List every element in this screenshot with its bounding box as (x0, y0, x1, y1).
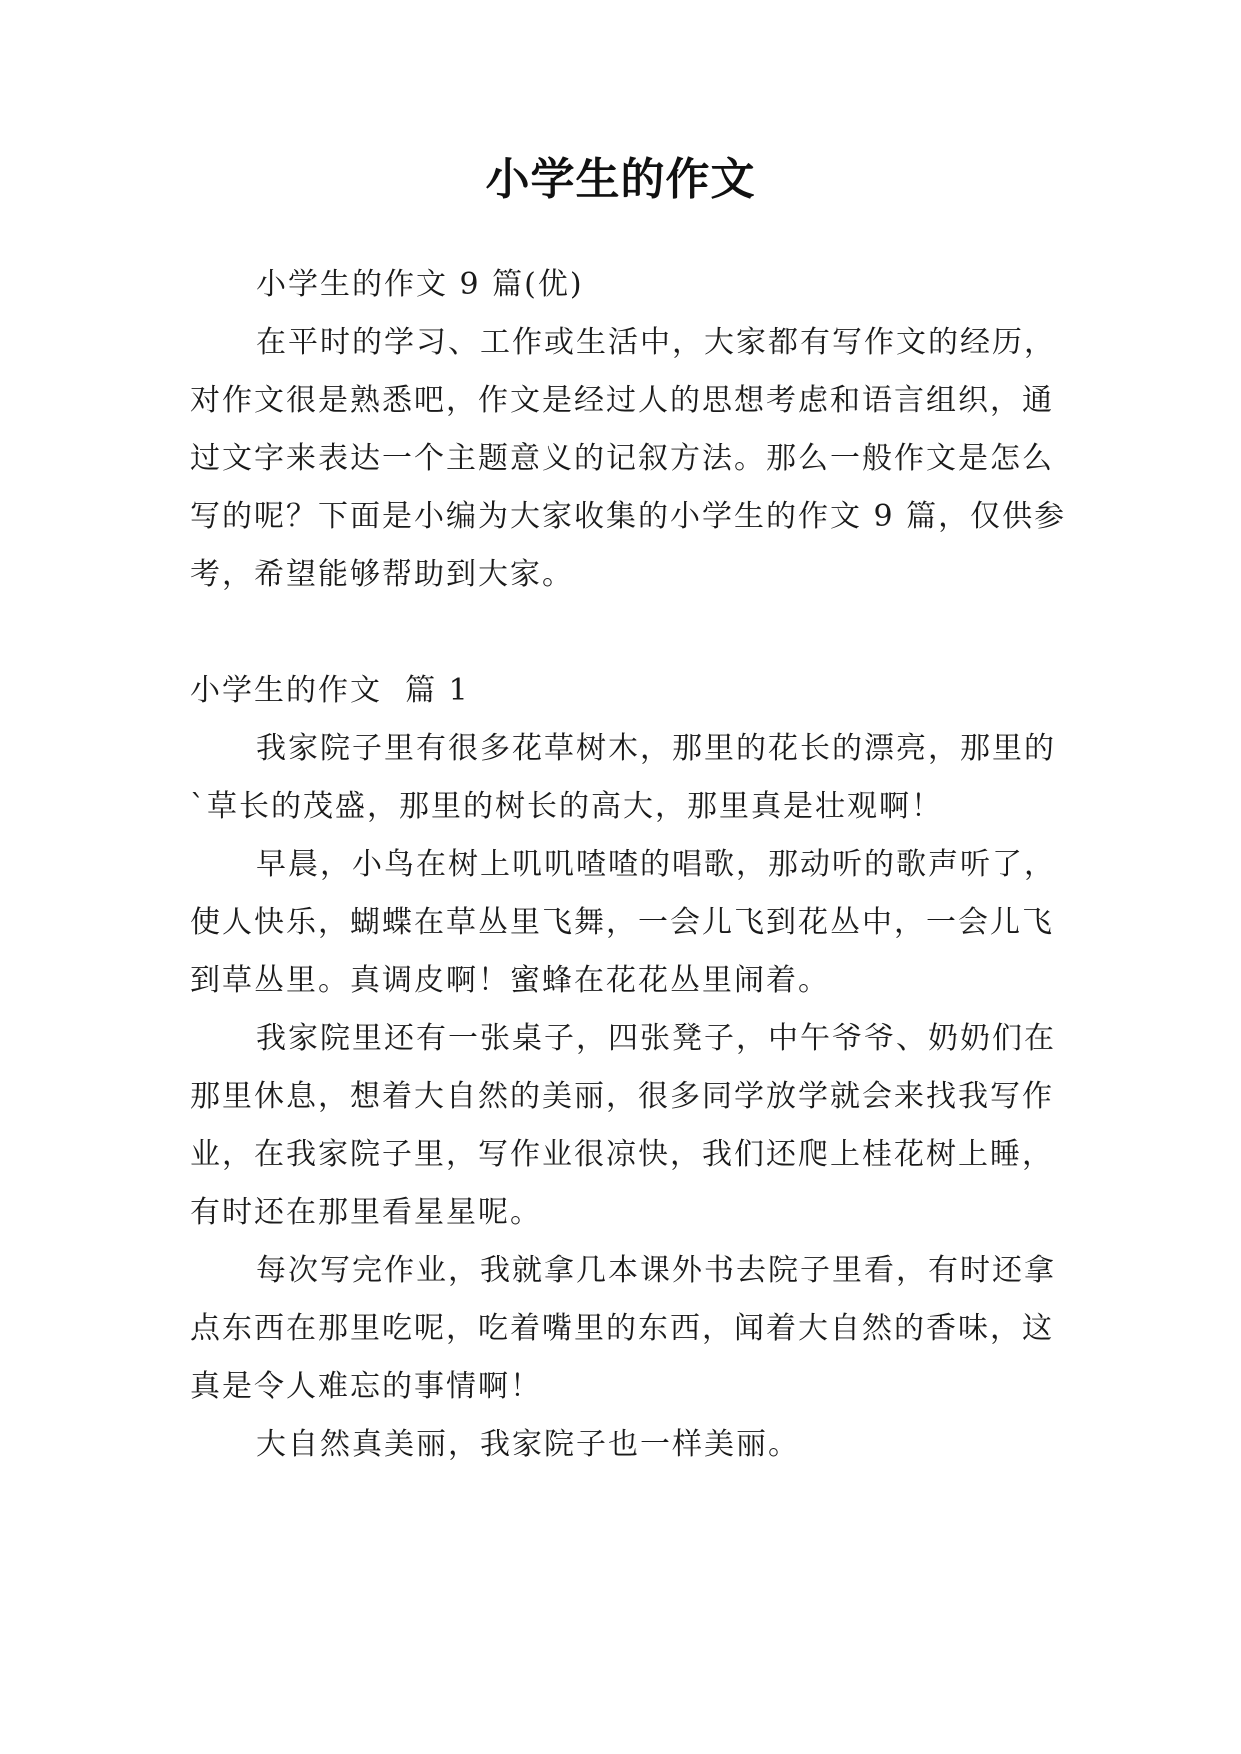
body-paragraph-3: 我家院里还有一张桌子，四张凳子，中午爷爷、奶奶们在那里休息，想着大自然的美丽，很多同学放学就会来找我写作业，在我家院子里，写作业很凉快，我们还爬上桂花树上睡，有时还在那里看星星呢。 (190, 1021, 1056, 1230)
body-paragraph-5: 大自然真美丽，我家院子也一样美丽。 (256, 1427, 800, 1462)
intro-paragraph: 在平时的学习、工作或生活中，大家都有写作文的经历，对作文很是熟悉吧，作文是经过人的思想考虑和语言组织，通过文字来表达一个主题意义的记叙方法。那么一般作文是怎么写的呢？下面是小编为大家收集的小学生的作文 9 篇，仅供参考，希望能够帮助到大家。 (190, 325, 1067, 592)
document-title: 小学生的作文 (485, 154, 756, 205)
document-subtitle: 小学生的作文 9 篇(优) (256, 267, 584, 302)
section-spacer (190, 604, 1070, 662)
body-paragraph-4: 每次写完作业，我就拿几本课外书去院子里看，有时还拿点东西在那里吃呢，吃着嘴里的东西，闻着大自然的香味，这真是令人难忘的事情啊！ (190, 1253, 1056, 1404)
body-paragraph-1: 我家院子里有很多花草树木，那里的花长的漂亮，那里的`草长的茂盛，那里的树长的高大，那里真是壮观啊！ (190, 731, 1056, 824)
section-heading: 小学生的作文 篇 1 (190, 673, 470, 708)
document-body (190, 256, 1070, 1474)
body-paragraph-2: 早晨，小鸟在树上叽叽喳喳的唱歌，那动听的歌声听了，使人快乐，蝴蝶在草丛里飞舞，一会儿飞到花丛中，一会儿飞到草丛里。真调皮啊！蜜蜂在花花丛里闹着。 (190, 847, 1056, 998)
